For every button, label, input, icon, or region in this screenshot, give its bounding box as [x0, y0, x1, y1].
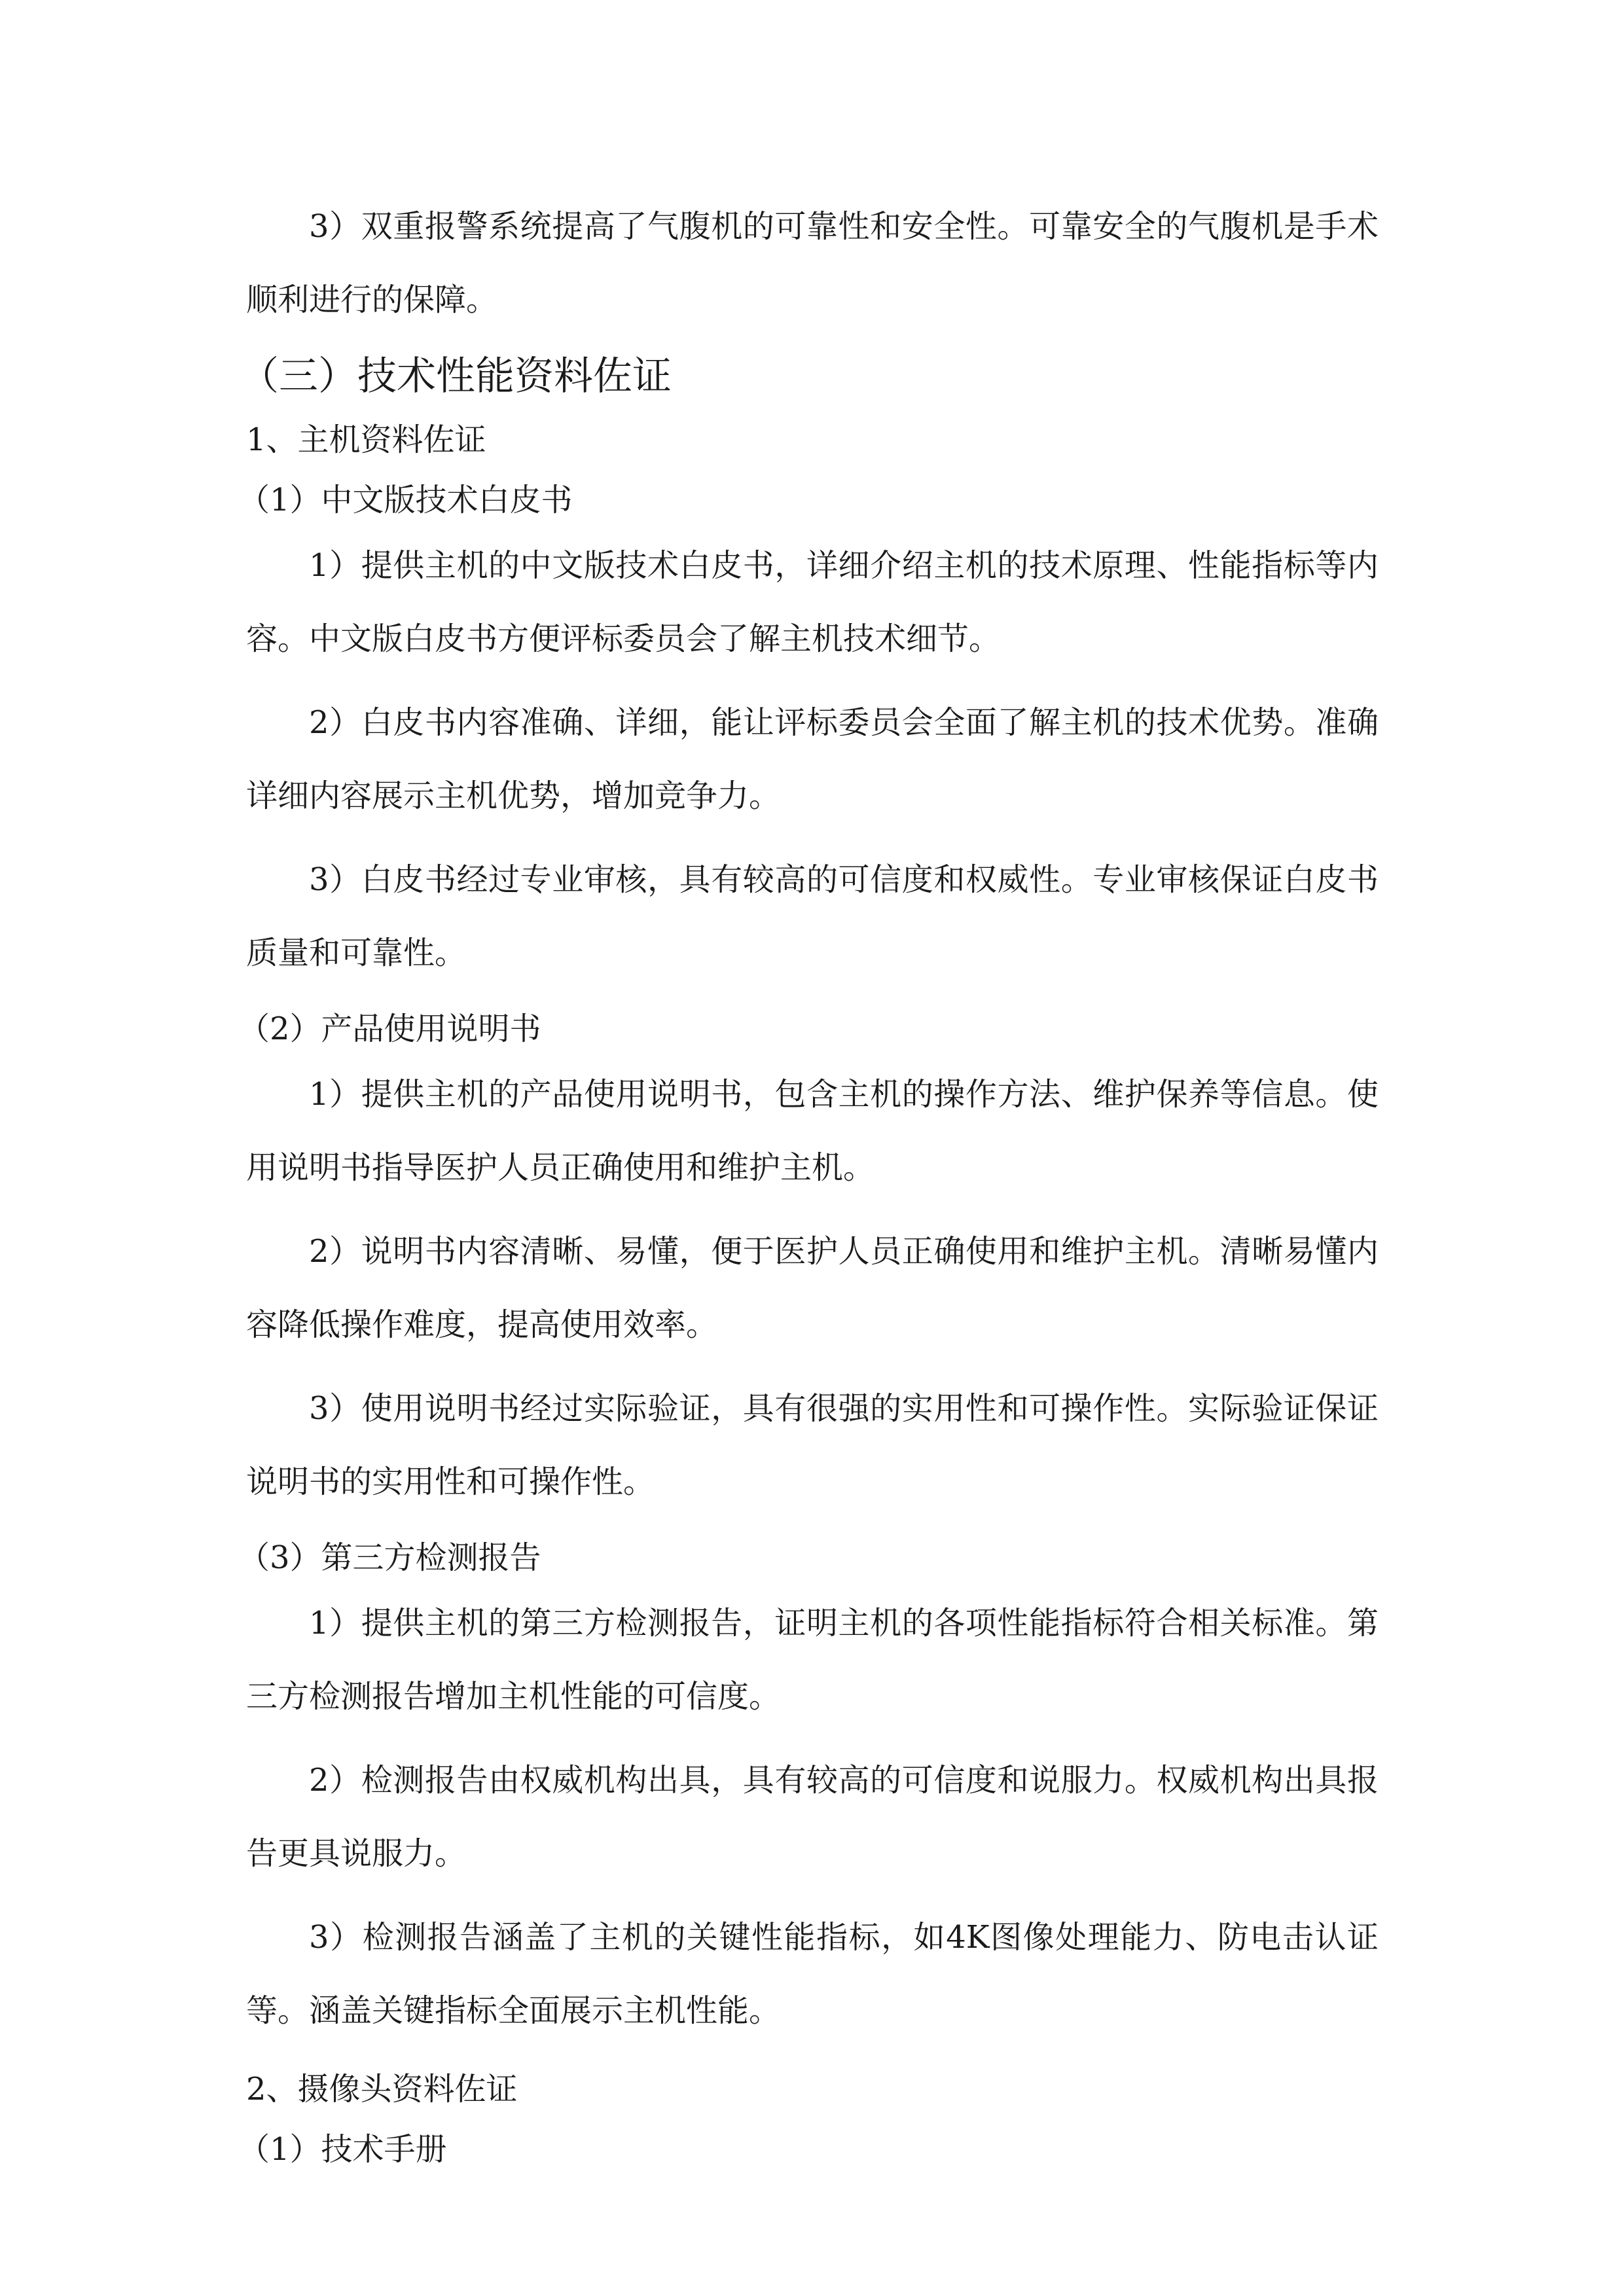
item-heading-whitepaper: （1）中文版技术白皮书 [238, 482, 573, 518]
paragraph-whitepaper-2: 2）白皮书内容准确、详细，能让评标委员会全面了解主机的技术优势。准确详细内容展示主机优势，增加竞争力。 [246, 704, 1379, 814]
section-heading-technical-evidence: （三）技术性能资料佐证 [240, 353, 672, 399]
subsection-heading-camera-evidence: 2、摄像头资料佐证 [246, 2071, 518, 2108]
paragraph-dual-alarm: 3）双重报警系统提高了气腹机的可靠性和安全性。可靠安全的气腹机是手术顺利进行的保障。 [246, 208, 1379, 318]
paragraph-report-3: 3）检测报告涵盖了主机的关键性能指标，如4K图像处理能力、防电击认证等。涵盖关键指标全面展示主机性能。 [246, 1919, 1379, 2029]
paragraph-report-2: 2）检测报告由权威机构出具，具有较高的可信度和说服力。权威机构出具报告更具说服力。 [246, 1762, 1379, 1872]
document-page [238, 190, 1379, 2178]
paragraph-report-1: 1）提供主机的第三方检测报告，证明主机的各项性能指标符合相关标准。第三方检测报告增加主机性能的可信度。 [246, 1605, 1379, 1715]
paragraph-whitepaper-3: 3）白皮书经过专业审核，具有较高的可信度和权威性。专业审核保证白皮书质量和可靠性。 [246, 861, 1379, 971]
paragraph-whitepaper-1: 1）提供主机的中文版技术白皮书，详细介绍主机的技术原理、性能指标等内容。中文版白皮书方便评标委员会了解主机技术细节。 [246, 547, 1379, 657]
paragraph-manual-2: 2）说明书内容清晰、易懂，便于医护人员正确使用和维护主机。清晰易懂内容降低操作难度，提高使用效率。 [246, 1233, 1379, 1343]
item-heading-test-report: （3）第三方检测报告 [238, 1539, 541, 1576]
item-heading-user-manual: （2）产品使用说明书 [238, 1011, 541, 1047]
paragraph-manual-3: 3）使用说明书经过实际验证，具有很强的实用性和可操作性。实际验证保证说明书的实用性和可操作性。 [246, 1390, 1379, 1500]
paragraph-manual-1: 1）提供主机的产品使用说明书，包含主机的操作方法、维护保养等信息。使用说明书指导医护人员正确使用和维护主机。 [246, 1076, 1379, 1186]
item-heading-technical-manual: （1）技术手册 [238, 2131, 447, 2168]
subsection-heading-host-evidence: 1、主机资料佐证 [246, 422, 486, 458]
